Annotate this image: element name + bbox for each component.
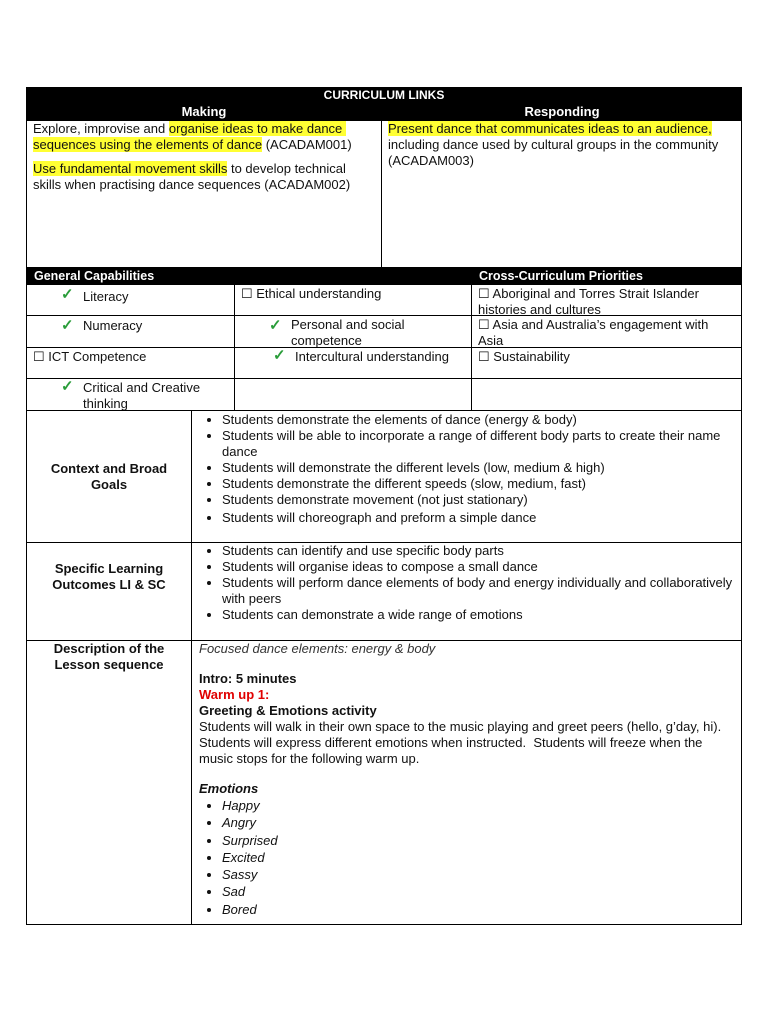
ccp-cell-sustainability — [471, 347, 742, 379]
goals-list — [192, 412, 741, 526]
goal-item: • Students will be able to incorporate a range of different body parts to create their name dance — [222, 428, 741, 460]
personal-label: Personal and social competence — [291, 317, 409, 348]
outcome-item: • Students will perform dance elements of body and energy individually and collaboratively with peers — [222, 575, 741, 607]
responding-heading: Responding — [524, 104, 600, 119]
goals-label-cell — [26, 410, 192, 543]
outcomes-label-cell — [26, 542, 192, 641]
focus-text: Focused dance elements: energy & body — [199, 641, 436, 656]
emotion-item: • Excited — [222, 849, 734, 866]
ccp-cell-aboriginal — [471, 284, 742, 316]
literacy-check-icon: ✓ — [61, 286, 74, 303]
ethical-label: ☐ Ethical understanding — [241, 286, 382, 301]
ccp-cell-empty — [471, 378, 742, 411]
making-paragraph-1: Explore, improvise and organise ideas to make dance sequences using the elements of dance (ACADAM001) — [33, 121, 352, 152]
emotion-item: • Sassy — [222, 866, 734, 883]
goals-content-cell — [191, 410, 742, 543]
activity-description: Students will walk in their own space to the music playing and greet peers (hello, g’day, hi). Students will express different emotions when instructed. Students will freeze when the music stops for the following warm up. — [199, 719, 725, 766]
warmup-heading: Warm up 1: — [199, 687, 270, 702]
emotion-item: • Happy — [222, 797, 734, 814]
cap-cell-ethical — [234, 284, 472, 316]
ccp-cell-asia — [471, 315, 742, 348]
emotion-item: • Sad — [222, 883, 734, 900]
emotion-item: • Angry — [222, 814, 734, 831]
numeracy-label: Numeracy — [83, 318, 143, 333]
activity-heading: Greeting & Emotions activity — [199, 703, 377, 718]
making-cell — [26, 120, 382, 268]
goal-item: • Students will demonstrate the different levels (low, medium & high) — [222, 460, 741, 476]
ict-label: ☐ ICT Competence — [33, 349, 147, 364]
cap-cell-personal — [234, 315, 472, 348]
capabilities-header — [26, 268, 742, 285]
goal-item: • Students will choreograph and preform a simple dance — [222, 510, 741, 526]
cross-curriculum-heading: Cross-Curriculum Priorities — [479, 269, 643, 283]
goal-item: • Students demonstrate the different speeds (slow, medium, fast) — [222, 476, 741, 492]
cap-cell-empty — [234, 378, 472, 411]
intercultural-check-icon: ✓ — [273, 347, 286, 364]
cap-cell-critical — [26, 378, 235, 411]
goal-item: • Students demonstrate movement (not just stationary) — [222, 492, 741, 508]
asia-label: ☐ Asia and Australia’s engagement with Asia — [478, 317, 712, 348]
outcome-item: • Students will organise ideas to compose a small dance — [222, 559, 741, 575]
literacy-label: Literacy — [83, 289, 129, 304]
outcome-item: • Students can demonstrate a wide range of emotions — [222, 607, 741, 623]
goals-label: Context and Broad Goals — [50, 461, 171, 492]
cap-cell-numeracy — [26, 315, 235, 348]
outcome-item: • Students can identify and use specific body parts — [222, 543, 741, 559]
personal-check-icon: ✓ — [269, 317, 282, 334]
goal-item: • Students demonstrate the elements of dance (energy & body) — [222, 412, 741, 428]
cap-cell-intercultural — [234, 347, 472, 379]
making-paragraph-2: Use fundamental movement skills to develop technical skills when practising dance sequences (ACADAM002) — [33, 161, 351, 192]
lesson-label: Description of the Lesson sequence — [53, 641, 168, 672]
general-capabilities-heading: General Capabilities — [34, 269, 155, 283]
intercultural-label: Intercultural understanding — [295, 349, 449, 364]
sustainability-label: ☐ Sustainability — [478, 349, 570, 364]
cap-cell-literacy — [26, 284, 235, 316]
curriculum-header — [26, 87, 742, 121]
emotion-item: • Surprised — [222, 832, 734, 849]
intro-text: Intro: 5 minutes — [199, 671, 297, 686]
aboriginal-label: ☐ Aboriginal and Torres Strait Islander histories and cultures — [478, 286, 703, 317]
making-heading: Making — [181, 104, 227, 119]
cap-cell-ict — [26, 347, 235, 379]
critical-label: Critical and Creative thinking — [83, 380, 204, 411]
outcomes-label: Specific Learning Outcomes LI & SC — [52, 561, 167, 592]
emotions-list — [199, 797, 734, 918]
outcomes-list — [192, 543, 741, 623]
lesson-content-cell — [191, 640, 742, 925]
responding-paragraph: Present dance that communicates ideas to an audience, including dance used by cultural groups in the community (ACADAM003) — [388, 121, 722, 168]
outcomes-content-cell — [191, 542, 742, 641]
emotion-item: • Bored — [222, 901, 734, 918]
curriculum-title: CURRICULUM LINKS — [323, 88, 445, 102]
responding-cell — [381, 120, 742, 268]
numeracy-check-icon: ✓ — [61, 317, 74, 334]
critical-check-icon: ✓ — [61, 378, 74, 395]
lesson-label-cell — [26, 640, 192, 925]
emotions-heading: Emotions — [199, 781, 259, 796]
